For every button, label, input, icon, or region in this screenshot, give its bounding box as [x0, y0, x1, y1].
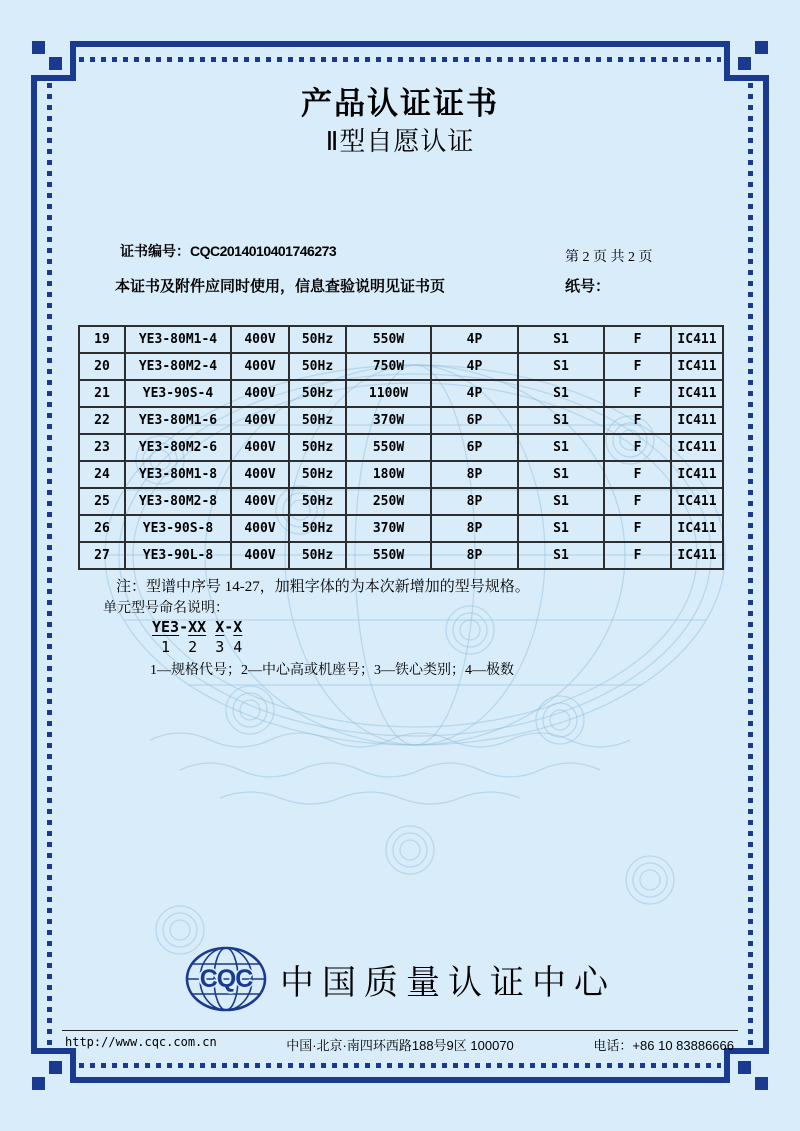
table-cell-no: 23 [79, 434, 125, 461]
dotted-border-left [47, 83, 52, 1046]
table-cell-model: YE3-90S-8 [125, 515, 231, 542]
table-cell-ins: F [604, 515, 671, 542]
page-title: 产品认证证书 [301, 86, 499, 121]
footer-divider [62, 1030, 738, 1031]
organization-block [0, 943, 800, 1015]
table-cell-ins: F [604, 353, 671, 380]
table-cell-voltage: 400V [231, 515, 289, 542]
table-cell-voltage: 400V [231, 542, 289, 569]
table-cell-duty: S1 [518, 488, 604, 515]
organization-name: 中国质量认证中心 [280, 963, 616, 1002]
cqc-logo-text: CQC [199, 964, 253, 993]
footer-address: 中国·北京·南四环西路188号9区 100070 [286, 1038, 514, 1053]
table-cell-duty: S1 [518, 434, 604, 461]
table-cell-no: 19 [79, 326, 125, 353]
table-cell-voltage: 400V [231, 488, 289, 515]
table-cell-power: 550W [346, 434, 431, 461]
table-cell-power: 750W [346, 353, 431, 380]
table-cell-poles: 6P [431, 434, 518, 461]
table-cell-poles: 6P [431, 407, 518, 434]
corner-square [738, 1061, 751, 1074]
table-cell-model: YE3-80M1-8 [125, 461, 231, 488]
table-cell-no: 22 [79, 407, 125, 434]
table-cell-poles: 4P [431, 380, 518, 407]
pattern-legend: 1—规格代号；2—中心高或机座号；3—铁心类别；4—极数 [150, 663, 514, 678]
pattern-seg2: XX [188, 618, 207, 636]
table-cell-voltage: 400V [231, 407, 289, 434]
table-cell-duty: S1 [518, 515, 604, 542]
table-cell-no: 24 [79, 461, 125, 488]
pattern-space [206, 618, 215, 636]
paper-number-label: 纸号： [565, 278, 611, 295]
table-cell-voltage: 400V [231, 434, 289, 461]
spec-table [78, 325, 724, 570]
table-cell-voltage: 400V [231, 380, 289, 407]
dotted-border-top [79, 57, 721, 62]
table-cell-poles: 8P [431, 542, 518, 569]
table-cell-ins: F [604, 407, 671, 434]
border-bottom [70, 1077, 730, 1083]
table-cell-duty: S1 [518, 461, 604, 488]
table-cell-power: 550W [346, 542, 431, 569]
table-cell-model: YE3-90S-4 [125, 380, 231, 407]
table-cell-cooling: IC411 [671, 461, 723, 488]
table-cell-freq: 50Hz [289, 407, 346, 434]
table-cell-cooling: IC411 [671, 515, 723, 542]
certificate-number-line [120, 241, 336, 261]
table-cell-ins: F [604, 542, 671, 569]
table-cell-ins: F [604, 434, 671, 461]
table-cell-voltage: 400V [231, 461, 289, 488]
table-row [79, 542, 723, 569]
table-cell-power: 1100W [346, 380, 431, 407]
naming-note: 单元型号命名说明： [103, 601, 229, 616]
corner-square [49, 1061, 62, 1074]
pattern-dash2: - [224, 618, 234, 636]
corner-square [738, 57, 751, 70]
corner-square [32, 41, 45, 54]
table-cell-power: 370W [346, 407, 431, 434]
table-row [79, 488, 723, 515]
corner-square [32, 1077, 45, 1090]
certificate-number: CQC2014010401746273 [190, 243, 337, 259]
corner-square [755, 1077, 768, 1090]
table-cell-no: 25 [79, 488, 125, 515]
table-cell-cooling: IC411 [671, 353, 723, 380]
page-number-info: 第 2 页 共 2 页 [565, 250, 653, 265]
table-row [79, 353, 723, 380]
table-cell-model: YE3-80M1-4 [125, 326, 231, 353]
table-cell-freq: 50Hz [289, 515, 346, 542]
table-row [79, 515, 723, 542]
pattern-seg4: X [233, 618, 243, 636]
border-right [763, 75, 769, 1054]
table-cell-power: 250W [346, 488, 431, 515]
table-cell-model: YE3-80M1-6 [125, 407, 231, 434]
table-cell-no: 21 [79, 380, 125, 407]
table-cell-poles: 4P [431, 353, 518, 380]
table-cell-voltage: 400V [231, 326, 289, 353]
table-cell-cooling: IC411 [671, 434, 723, 461]
table-cell-model: YE3-80M2-4 [125, 353, 231, 380]
table-cell-no: 20 [79, 353, 125, 380]
table-row [79, 380, 723, 407]
pattern-dash1: - [179, 618, 189, 636]
table-cell-cooling: IC411 [671, 488, 723, 515]
table-cell-freq: 50Hz [289, 326, 346, 353]
table-cell-freq: 50Hz [289, 542, 346, 569]
dotted-border-right [748, 83, 753, 1046]
pattern-seg3: X [215, 618, 225, 636]
table-cell-cooling: IC411 [671, 380, 723, 407]
table-cell-duty: S1 [518, 353, 604, 380]
cqc-logo-icon [184, 945, 268, 1013]
table-cell-cooling: IC411 [671, 326, 723, 353]
table-cell-freq: 50Hz [289, 380, 346, 407]
table-cell-freq: 50Hz [289, 434, 346, 461]
certificate-number-label: 证书编号： [120, 245, 190, 260]
table-row [79, 461, 723, 488]
table-cell-no: 27 [79, 542, 125, 569]
table-cell-duty: S1 [518, 542, 604, 569]
table-cell-voltage: 400V [231, 353, 289, 380]
table-cell-power: 180W [346, 461, 431, 488]
table-cell-model: YE3-80M2-6 [125, 434, 231, 461]
table-row [79, 434, 723, 461]
table-cell-model: YE3-80M2-8 [125, 488, 231, 515]
table-cell-no: 26 [79, 515, 125, 542]
footer-phone: 电话：+86 10 83886666 [593, 1038, 734, 1053]
table-cell-ins: F [604, 380, 671, 407]
dotted-border-bottom [79, 1063, 721, 1068]
table-cell-ins: F [604, 488, 671, 515]
page-subtitle: Ⅱ型自愿认证 [325, 126, 475, 156]
table-cell-freq: 50Hz [289, 461, 346, 488]
model-pattern [152, 618, 242, 636]
table-cell-duty: S1 [518, 407, 604, 434]
spec-table-body [79, 326, 723, 569]
table-row [79, 407, 723, 434]
table-cell-freq: 50Hz [289, 353, 346, 380]
table-cell-power: 550W [346, 326, 431, 353]
table-cell-poles: 8P [431, 461, 518, 488]
border-top [70, 41, 730, 47]
table-cell-poles: 8P [431, 488, 518, 515]
usage-note: 本证书及附件应同时使用，信息查验说明见证书页 [115, 278, 446, 295]
table-cell-duty: S1 [518, 380, 604, 407]
table-cell-poles: 4P [431, 326, 518, 353]
corner-square [755, 41, 768, 54]
table-cell-ins: F [604, 461, 671, 488]
table-cell-poles: 8P [431, 515, 518, 542]
table-cell-freq: 50Hz [289, 488, 346, 515]
table-note: 注：型谱中序号 14-27，加粗字体的为本次新增加的型号规格。 [116, 579, 530, 595]
pattern-seg1: YE3 [152, 618, 180, 636]
table-cell-cooling: IC411 [671, 542, 723, 569]
table-cell-duty: S1 [518, 326, 604, 353]
border-left [31, 75, 37, 1054]
table-cell-power: 370W [346, 515, 431, 542]
footer-website: http://www.cqc.com.cn [65, 1035, 217, 1049]
pattern-digits: 1 2 3 4 [152, 638, 243, 656]
corner-square [49, 57, 62, 70]
table-cell-ins: F [604, 326, 671, 353]
table-cell-model: YE3-90L-8 [125, 542, 231, 569]
table-row [79, 326, 723, 353]
table-cell-cooling: IC411 [671, 407, 723, 434]
